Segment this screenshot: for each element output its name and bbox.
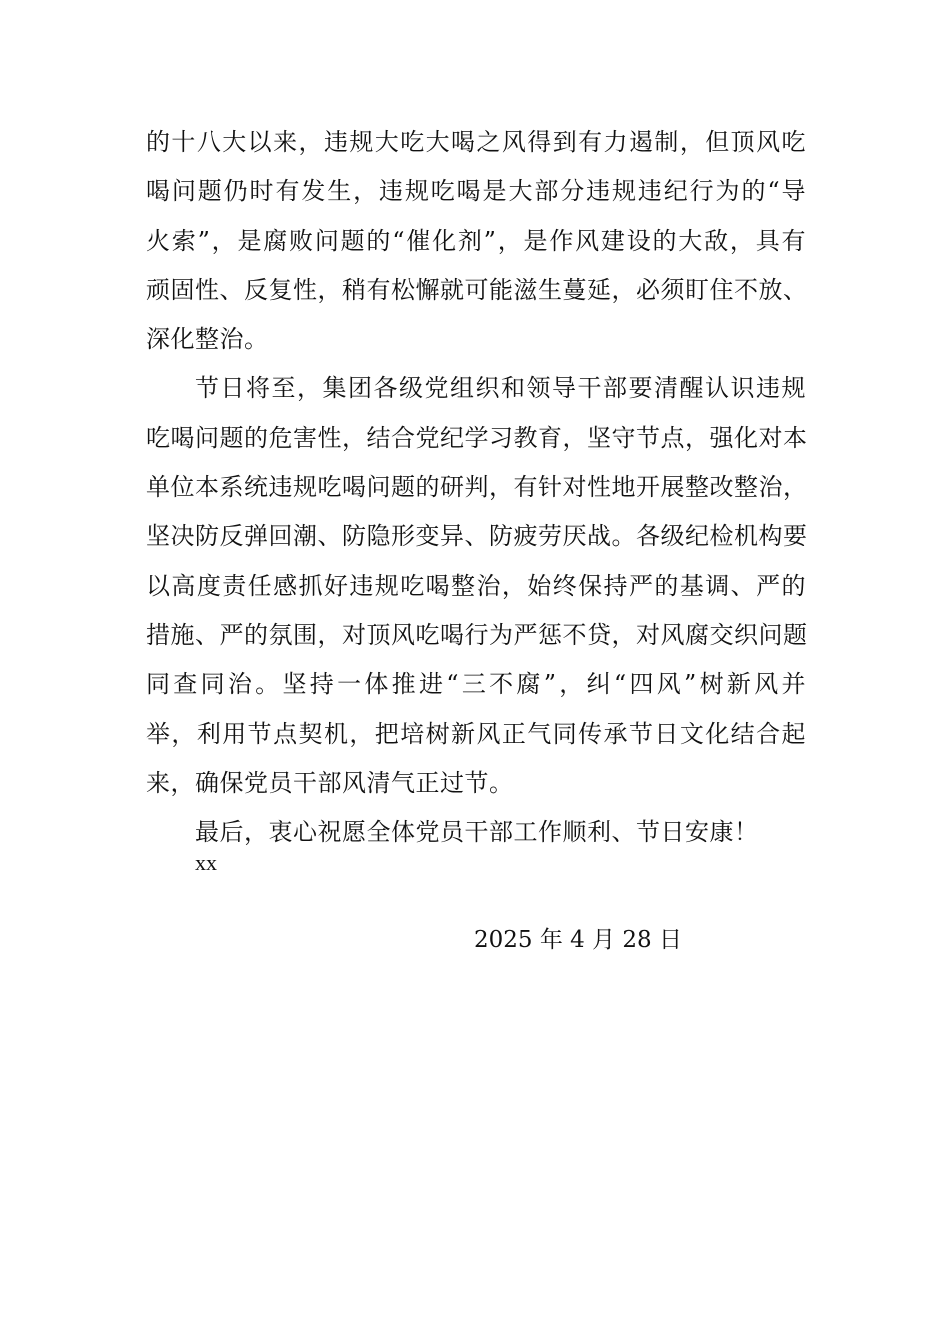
paragraph-1-line-1: 的十八大以来，违规大吃大喝之风得到有力遏制，但顶风吃 — [146, 128, 806, 156]
paragraph-2-line-1: 节日将至，集团各级党组织和领导干部要清醒认识违规 — [195, 374, 806, 403]
letter-body — [146, 118, 806, 857]
paragraph-1-line-5: 深化整治。 — [146, 325, 269, 354]
paragraph-1-line-2: 喝问题仍时有发生，违规吃喝是大部分违规违纪行为的“导 — [146, 177, 806, 206]
signer-name: xx — [195, 850, 217, 875]
paragraph-2-line-6: 措施、严的氛围，对顶风吃喝行为严惩不贷，对风腐交织问题 — [146, 620, 808, 649]
paragraph-2-line-4: 坚决防反弹回潮、防隐形变异、防疲劳厌战。各级纪检机构要 — [146, 522, 808, 551]
paragraph-2-line-2: 吃喝问题的危害性，结合党纪学习教育，坚守节点，强化对本 — [146, 423, 808, 452]
paragraph-2-line-3: 单位本系统违规吃喝问题的研判，有针对性地开展整改整治， — [146, 473, 808, 502]
paragraph-1-line-4: 顽固性、反复性，稍有松懈就可能滋生蔓延，必须盯住不放、 — [146, 275, 808, 304]
paragraph-2-line-9: 来，确保党员干部风清气正过节。 — [146, 768, 514, 797]
paragraph-2-line-5: 以高度责任感抓好违规吃喝整治，始终保持严的基调、严的 — [146, 571, 806, 600]
paragraph-2-line-8: 举，利用节点契机，把培树新风正气同传承节日文化结合起 — [146, 719, 806, 748]
paragraph-1-line-3: 火索”，是腐败问题的“催化剂”，是作风建设的大敌，具有 — [146, 226, 806, 255]
paragraph-3-line-1: 最后，衷心祝愿全体党员干部工作顺利、节日安康！ — [195, 818, 759, 847]
signature-date: 2025 年 4 月 28 日 — [474, 927, 682, 953]
paragraph-2-line-7: 同查同治。坚持一体推进“三不腐”，纠“四风”树新风并 — [146, 670, 806, 699]
